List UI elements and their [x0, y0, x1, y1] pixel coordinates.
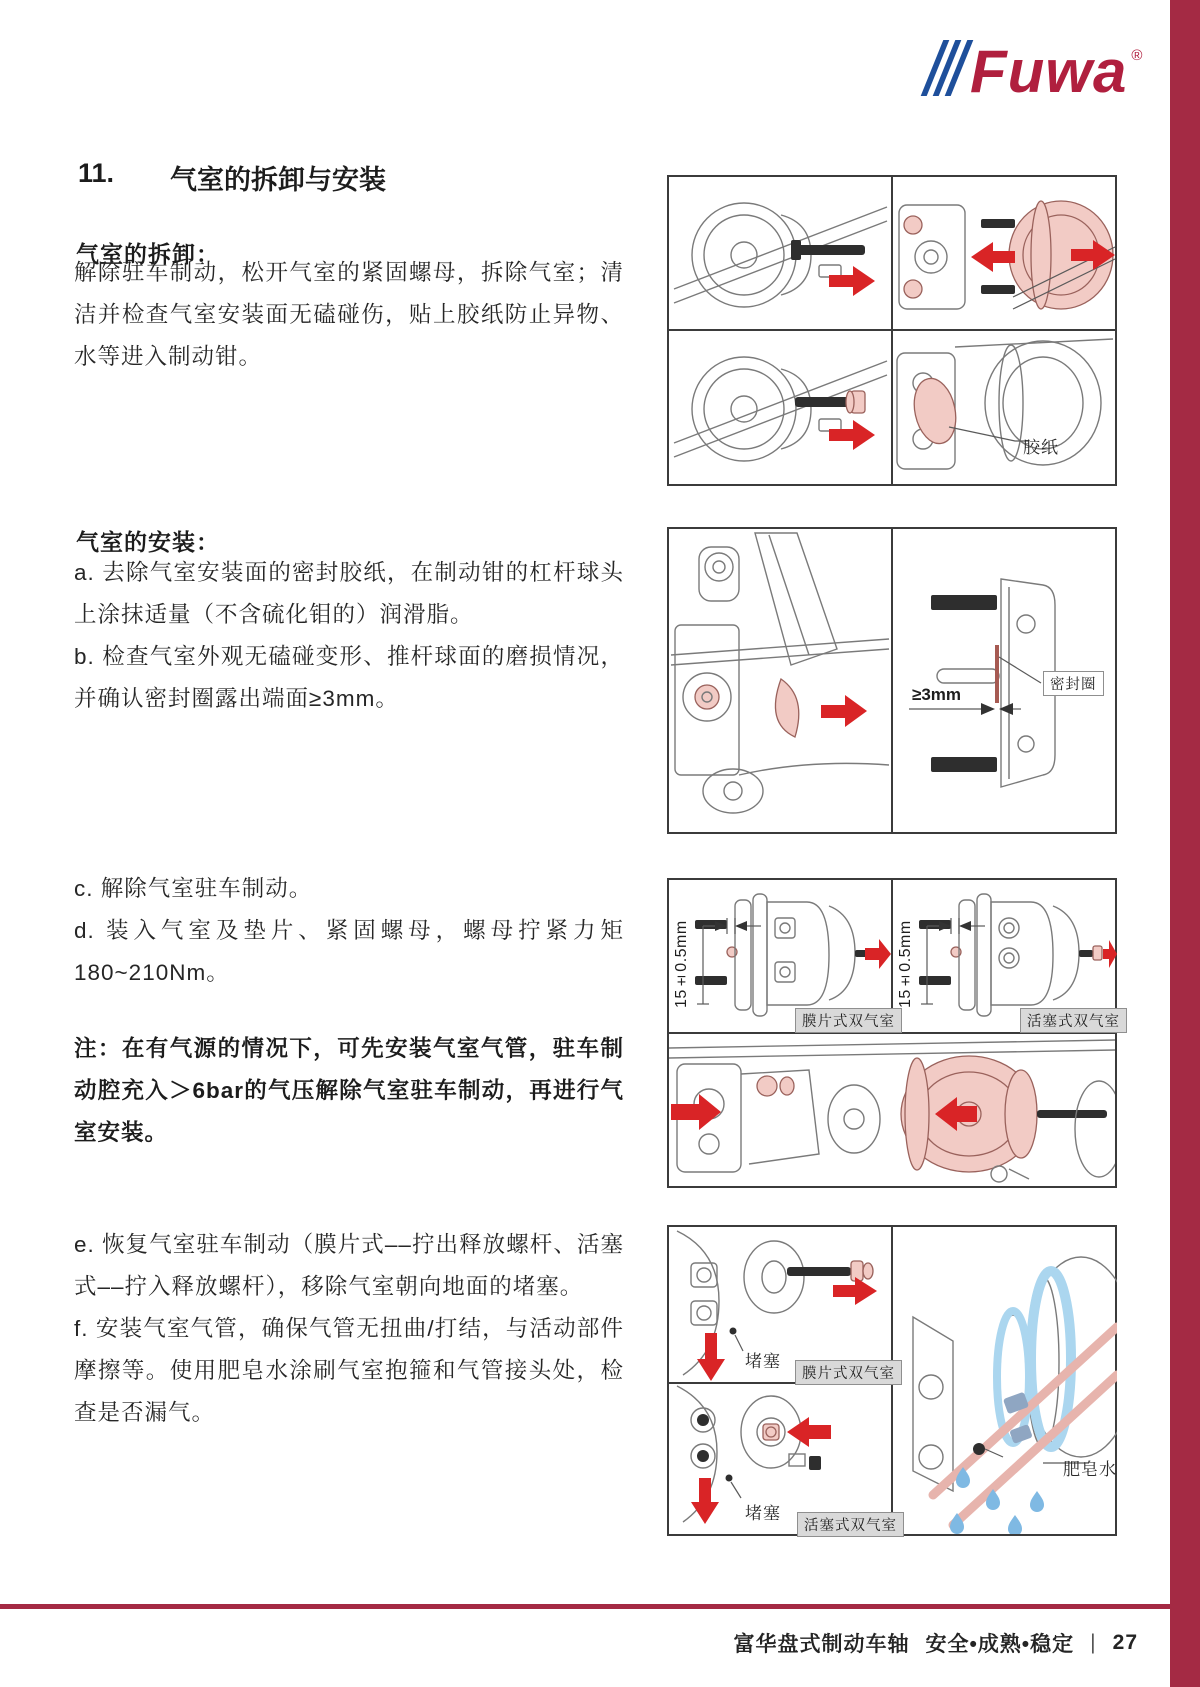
fig1-bl-illustration	[669, 331, 891, 484]
page-number: 27	[1112, 1631, 1138, 1654]
red-arrow-right-icon	[833, 1277, 877, 1305]
seal-label: 密封圈	[1043, 671, 1104, 696]
removal-body	[74, 252, 624, 378]
plug-label: 堵塞	[745, 1504, 781, 1523]
install-item-a: a. 去除气室安装面的密封胶纸，在制动钳的杠杆球头上涂抹适量（不含硫化钼的）润滑脂。	[74, 560, 624, 627]
piston-chamber-label: 活塞式双气室	[797, 1512, 904, 1537]
tape-patch	[909, 375, 962, 448]
fig1-cell-loosen-nut	[669, 177, 891, 329]
diaphragm-chamber-label: 膜片式双气室	[795, 1008, 902, 1033]
red-arrow-down-icon	[691, 1478, 719, 1524]
red-arrow-down-icon	[697, 1333, 725, 1381]
install-items-ef	[74, 1224, 624, 1434]
fig3-cell-mounted	[669, 1034, 1115, 1186]
plug-label: 堵塞	[745, 1352, 781, 1371]
fig1-tr-illustration	[893, 177, 1117, 329]
install-item-f: f. 安装气室气管，确保气管无扭曲/打结，与活动部件摩擦等。使用肥皂水涂刷气室抱箍和气管接头处，检查是否漏气。	[74, 1316, 624, 1425]
red-arrow-right-icon	[829, 266, 875, 296]
chamber-dimension: 15±0.5mm	[897, 920, 914, 1008]
red-arrow-right-icon	[1103, 940, 1117, 968]
install-heading: 气室的安装：	[76, 529, 220, 555]
water-drop-icon	[1030, 1491, 1044, 1512]
fig1-br-illustration	[893, 331, 1117, 484]
chamber-dimension: 15±0.5mm	[673, 920, 690, 1008]
red-arrow-right-icon	[671, 1094, 721, 1130]
fig1-cell-remove-chamber	[893, 177, 1117, 329]
install-item-e: e. 恢复气室驻车制动（膜片式––拧出释放螺杆、活塞式––拧入释放螺杆），移除气室朝向地面的堵塞。	[74, 1232, 624, 1299]
page-footer	[733, 1628, 1138, 1658]
section-title-text: 气室的拆卸与安装	[170, 165, 387, 195]
figure-leak-check-panel	[667, 1225, 1117, 1536]
figure-chamber-types-panel	[667, 878, 1120, 1188]
diaphragm-chamber-label: 膜片式双气室	[795, 1360, 902, 1385]
footer-slogan: 安全•成熟•稳定	[925, 1633, 1075, 1656]
red-arrow-left-icon	[787, 1417, 831, 1447]
logo-stripes-icon	[921, 40, 974, 96]
install-items-ab	[74, 552, 624, 720]
section-number: 11.	[78, 158, 115, 188]
fig4-right-illustration	[893, 1227, 1117, 1534]
fig2-left-illustration	[669, 529, 891, 832]
figure-removal-panel	[667, 175, 1117, 486]
logo-registered-mark: ®	[1131, 47, 1143, 64]
install-item-c: c. 解除气室驻车制动。	[74, 876, 313, 901]
page-edge-strip	[1170, 0, 1200, 1687]
fig1-cell-clean-surface	[669, 331, 891, 484]
grease-area	[775, 679, 798, 737]
soap-water-label: 肥皂水	[1063, 1460, 1117, 1479]
fuwa-logo	[932, 26, 1147, 105]
seal-ring	[995, 645, 999, 703]
removal-paragraph: 解除驻车制动，松开气室的紧固螺母，拆除气室；清洁并检查气室安装面无磕碰伤，贴上胶纸防止异物、水等进入制动钳。	[74, 260, 624, 369]
logo-text: Fuwa	[970, 38, 1128, 105]
install-note	[74, 1028, 624, 1154]
red-arrow-left-icon	[971, 242, 1015, 272]
fig4-cell-soap-water	[893, 1227, 1117, 1534]
fig2-cell-caliper	[669, 529, 891, 832]
removal-heading: 气室的拆卸：	[76, 241, 220, 267]
red-arrow-right-icon	[865, 939, 891, 969]
footer-separator: |	[1090, 1631, 1097, 1654]
install-note-text: 注：在有气源的情况下，可先安装气室气管，驻车制动腔充入＞6bar的气压解除气室驻车制动，再进行气室安装。	[74, 1036, 624, 1145]
fig1-tl-illustration	[669, 177, 891, 329]
red-arrow-right-icon	[829, 420, 875, 450]
piston-chamber-label: 活塞式双气室	[1020, 1008, 1127, 1033]
figure-install-panel	[667, 527, 1117, 834]
section-title	[78, 158, 386, 197]
fig3-bottom-illustration	[669, 1034, 1115, 1186]
install-items-cd	[74, 868, 624, 994]
install-item-b: b. 检查气室外观无磕碰变形、推杆球面的磨损情况，并确认密封圈露出端面≥3mm。	[74, 644, 624, 711]
install-item-d: d. 装入气室及垫片、紧固螺母，螺母拧紧力矩180~210Nm。	[74, 918, 624, 985]
footer-rule	[0, 1604, 1200, 1609]
footer-product: 富华盘式制动车轴	[733, 1633, 910, 1656]
red-arrow-right-icon	[821, 695, 867, 727]
tape-label: 胶纸	[1023, 438, 1059, 457]
water-drop-icon	[1008, 1515, 1022, 1534]
fig1-cell-apply-tape	[893, 331, 1117, 484]
seal-dimension: ≥3mm	[912, 685, 962, 704]
